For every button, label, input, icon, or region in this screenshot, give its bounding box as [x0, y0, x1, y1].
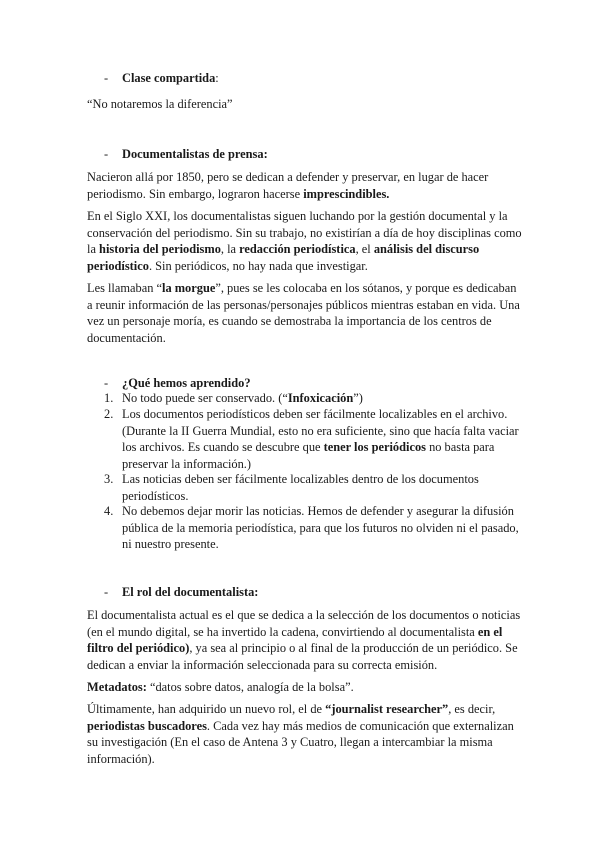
paragraph-metadatos: Metadatos: “datos sobre datos, analogía de la bolsa”. — [87, 680, 354, 694]
paragraph-la-morgue: Les llamaban “la morgue”, pues se les colocaba en los sótanos, y porque es dedicaban a reunir información de las personas/personajes públicos mientras estaban en vida. Una vez un personaje moría, es cuando se demostraba la importancia de los centros de documentación. — [87, 281, 520, 345]
document-page: - Clase compartida: “No notaremos la diferencia” - Documentalistas de prensa: Nacieron allá por 1850, pero se dedican a defender y preservar, en lugar de hacer periodismo. Sin embargo, lograron hacerse imprescindibles. En el Siglo XXI, los documentalistas siguen luchando por la gestión documental y la conservación del periodismo. Sin su trabajo, no existirían a día de hoy disciplinas como la historia del periodismo, la redacción periodística, el análisis del discurso periodístico. Sin periódicos, no hay nada que investigar. Les llamaban “la morgue”, pues se les colocaba en los sótanos, y porque es dedicaban a reunir información de las personas/personajes públicos mientras estaban en vida. Una vez un personaje moría, es cuando se demostraba la importancia de los centros de documentación. - ¿Qué hemos aprendido? 1. No todo puede ser conservado. (“Infoxicación”) 2. Los documentos periodísticos deben ser fácilmente localizables en el archivo. (Durante la II Guerra Mundial, esto no era suficiente, sino que hacía falta vaciar los archivos. Es cuando se descubre que tener los periódicos no basta para preservar la información.) 3. Las noticias deben ser fácilmente localizables dentro de los documentos periodísticos. 4. No debemos dejar morir las noticias. Hemos de defender y asegurar la difusión pública de la memoria periodística, para que los futuros no olviden ni el pasado, ni nuestro presente. - El rol del documentalista: El documentalista actual es el que se dedica a la selección de los documentos o noticias (en el mundo digital, se ha invertido la cadena, convirtiendo al documentalista en el filtro del periódico), ya sea al principio o al final de la producción de un periódico. Se dedican a enviar la información seleccionada para su correcta emisión. Metadatos: “datos sobre datos, analogía de la bolsa”. Últimamente, han adquirido un nuevo rol, el de “journalist researcher”, es decir, periodistas buscadores. Cada vez hay más medios de comunicación que externalizan su investigación (En el caso de Antena 3 y Cuatro, llegan a intercambiar la misma información). — [87, 71, 522, 766]
heading-documentalistas-prensa: - Documentalistas de prensa: — [104, 147, 268, 161]
paragraph-nacieron: Nacieron allá por 1850, pero se dedican a defender y preservar, en lugar de hacer periodismo. Sin embargo, lograron hacerse imprescindibles. — [87, 170, 489, 201]
heading-que-hemos-aprendido: - ¿Qué hemos aprendido? — [104, 376, 251, 390]
heading-clase-compartida: - Clase compartida: — [104, 71, 219, 85]
paragraph-documentalista-actual: El documentalista actual es el que se dedica a la selección de los documentos o noticias (en el mundo digital, se ha invertido la cadena, convirtiendo al documentalista en el filtro del periódico), ya sea al principio o al final de la producción de un periódico. Se dedican a enviar la información seleccionada para su correcta emisión. — [87, 608, 521, 672]
paragraph-journalist-researcher: Últimamente, han adquirido un nuevo rol, el de “journalist researcher”, es decir, periodistas buscadores. Cada vez hay más medios de comunicación que externalizan su investigación (En el caso de Antena 3 y Cuatro, llegan a intercambiar la misma información). — [87, 702, 514, 766]
heading-rol-documentalista: - El rol del documentalista: — [104, 585, 259, 599]
paragraph-siglo-xxi: En el Siglo XXI, los documentalistas siguen luchando por la gestión documental y la conservación del periodismo. Sin su trabajo, no existirían a día de hoy disciplinas como la historia del periodismo, la redacción periodística, el análisis del discurso periodístico. Sin periódicos, no hay nada que investigar. — [87, 209, 522, 273]
quote-no-notaremos: “No notaremos la diferencia” — [87, 97, 233, 111]
